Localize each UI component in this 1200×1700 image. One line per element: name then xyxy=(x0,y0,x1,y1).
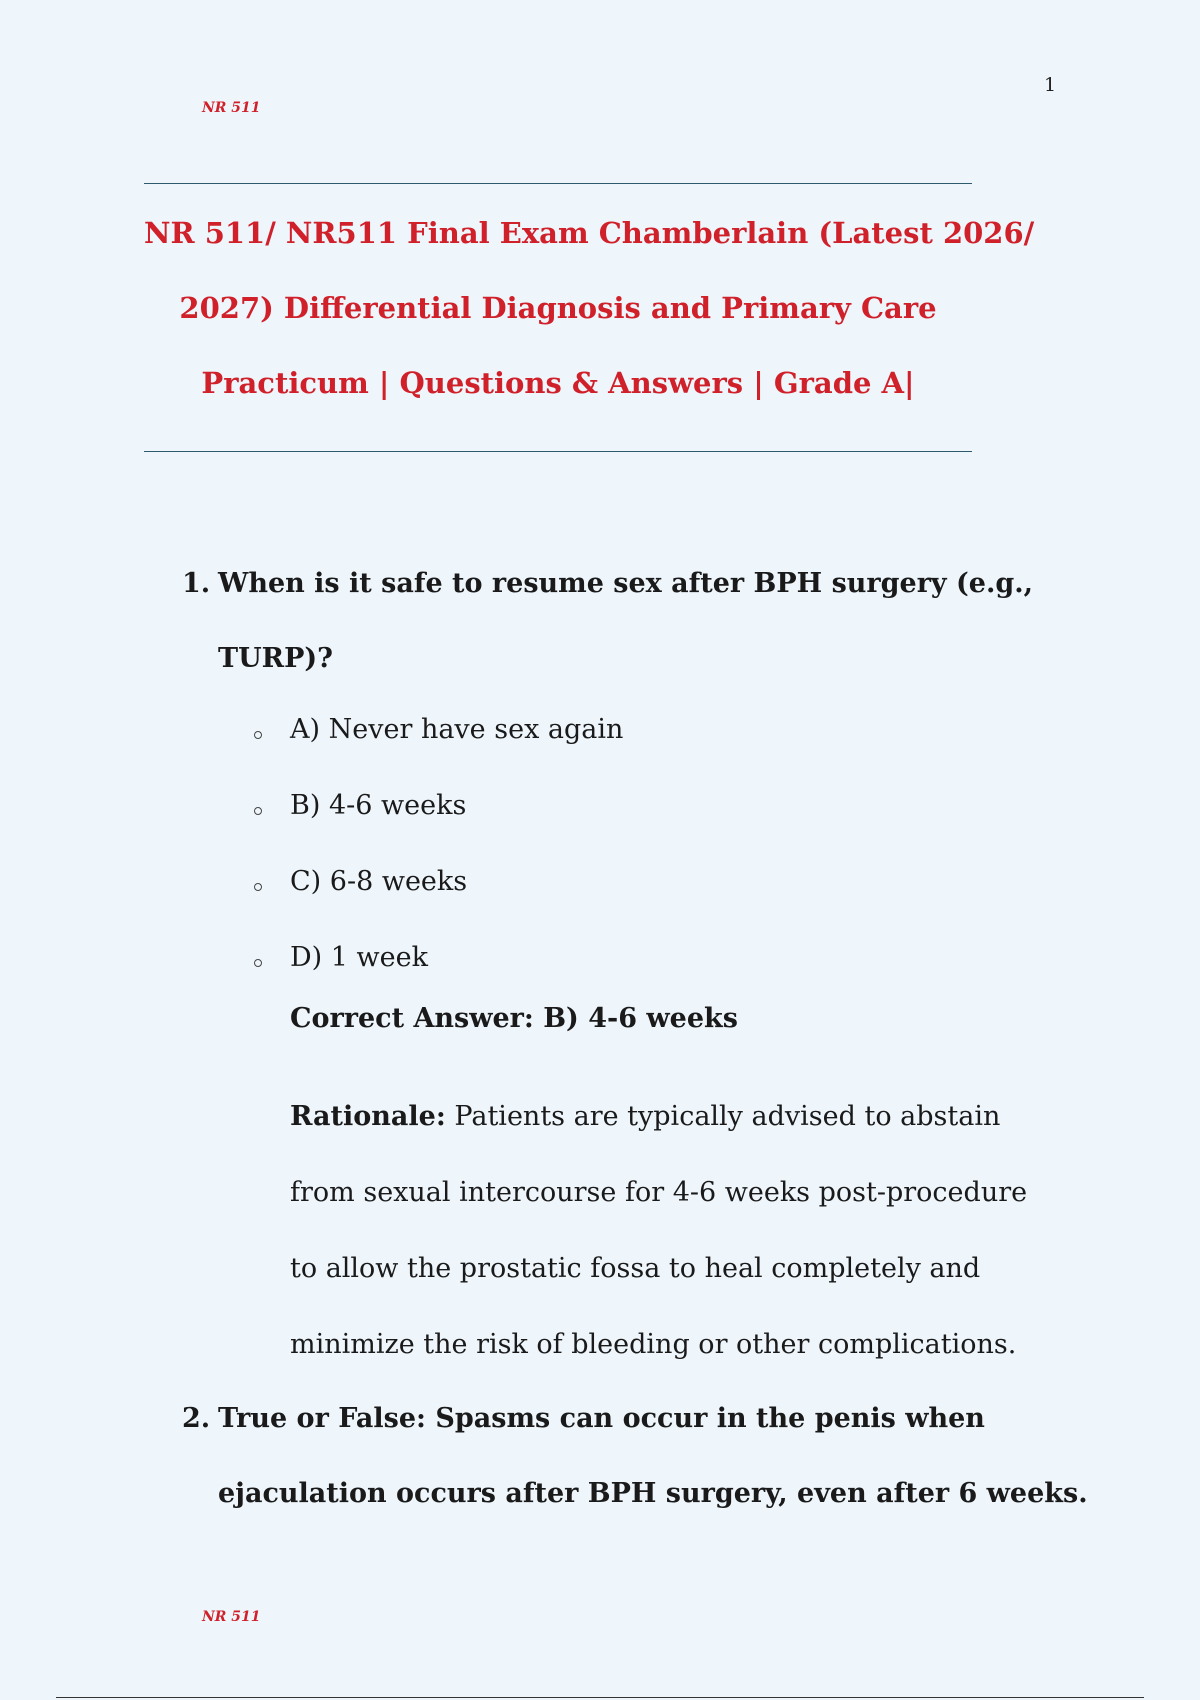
circle-bullet-icon xyxy=(254,731,262,739)
document-title xyxy=(144,196,1035,421)
rationale xyxy=(290,1079,1110,1383)
rationale-text: Patients are typically advised to abstain xyxy=(445,1101,1001,1132)
question-text-line: When is it safe to resume sex after BPH surgery (e.g., xyxy=(218,568,1034,599)
question-text-line: TURP)? xyxy=(218,643,333,674)
title-bottom-rule xyxy=(144,451,972,452)
correct-answer: Correct Answer: B) 4-6 weeks xyxy=(290,1003,738,1034)
rationale-line xyxy=(290,1079,1110,1155)
option-text: A) Never have sex again xyxy=(290,714,624,745)
footer-rule xyxy=(56,1697,1144,1698)
rationale-line: from sexual intercourse for 4-6 weeks post-procedure xyxy=(290,1177,1028,1208)
footer-label: NR 511 xyxy=(202,1609,261,1625)
rationale-line: minimize the risk of bleeding or other complications. xyxy=(290,1329,1017,1360)
title-line: NR 511/ NR511 Final Exam Chamberlain (Latest 2026/ xyxy=(144,216,1035,250)
option-text: D) 1 week xyxy=(290,942,428,973)
page-number: 1 xyxy=(1044,74,1057,96)
question-text-line: ejaculation occurs after BPH surgery, even after 6 weeks. xyxy=(218,1478,1088,1509)
question-number: 1. xyxy=(182,568,211,599)
header-label: NR 511 xyxy=(202,100,261,116)
circle-bullet-icon xyxy=(254,959,262,967)
option-text: B) 4-6 weeks xyxy=(290,790,467,821)
circle-bullet-icon xyxy=(254,883,262,891)
title-top-rule xyxy=(144,183,972,184)
rationale-label: Rationale: xyxy=(290,1101,446,1132)
question-text xyxy=(218,546,1068,696)
title-line: Practicum | Questions & Answers | Grade A| xyxy=(201,366,915,400)
question-text-line: True or False: Spasms can occur in the penis when xyxy=(218,1403,985,1434)
circle-bullet-icon xyxy=(254,807,262,815)
option-text: C) 6-8 weeks xyxy=(290,866,468,897)
question-number: 2. xyxy=(182,1403,211,1434)
title-line: 2027) Differential Diagnosis and Primary Care xyxy=(179,291,937,325)
rationale-line: to allow the prostatic fossa to heal completely and xyxy=(290,1253,981,1284)
question-text xyxy=(218,1381,1088,1531)
